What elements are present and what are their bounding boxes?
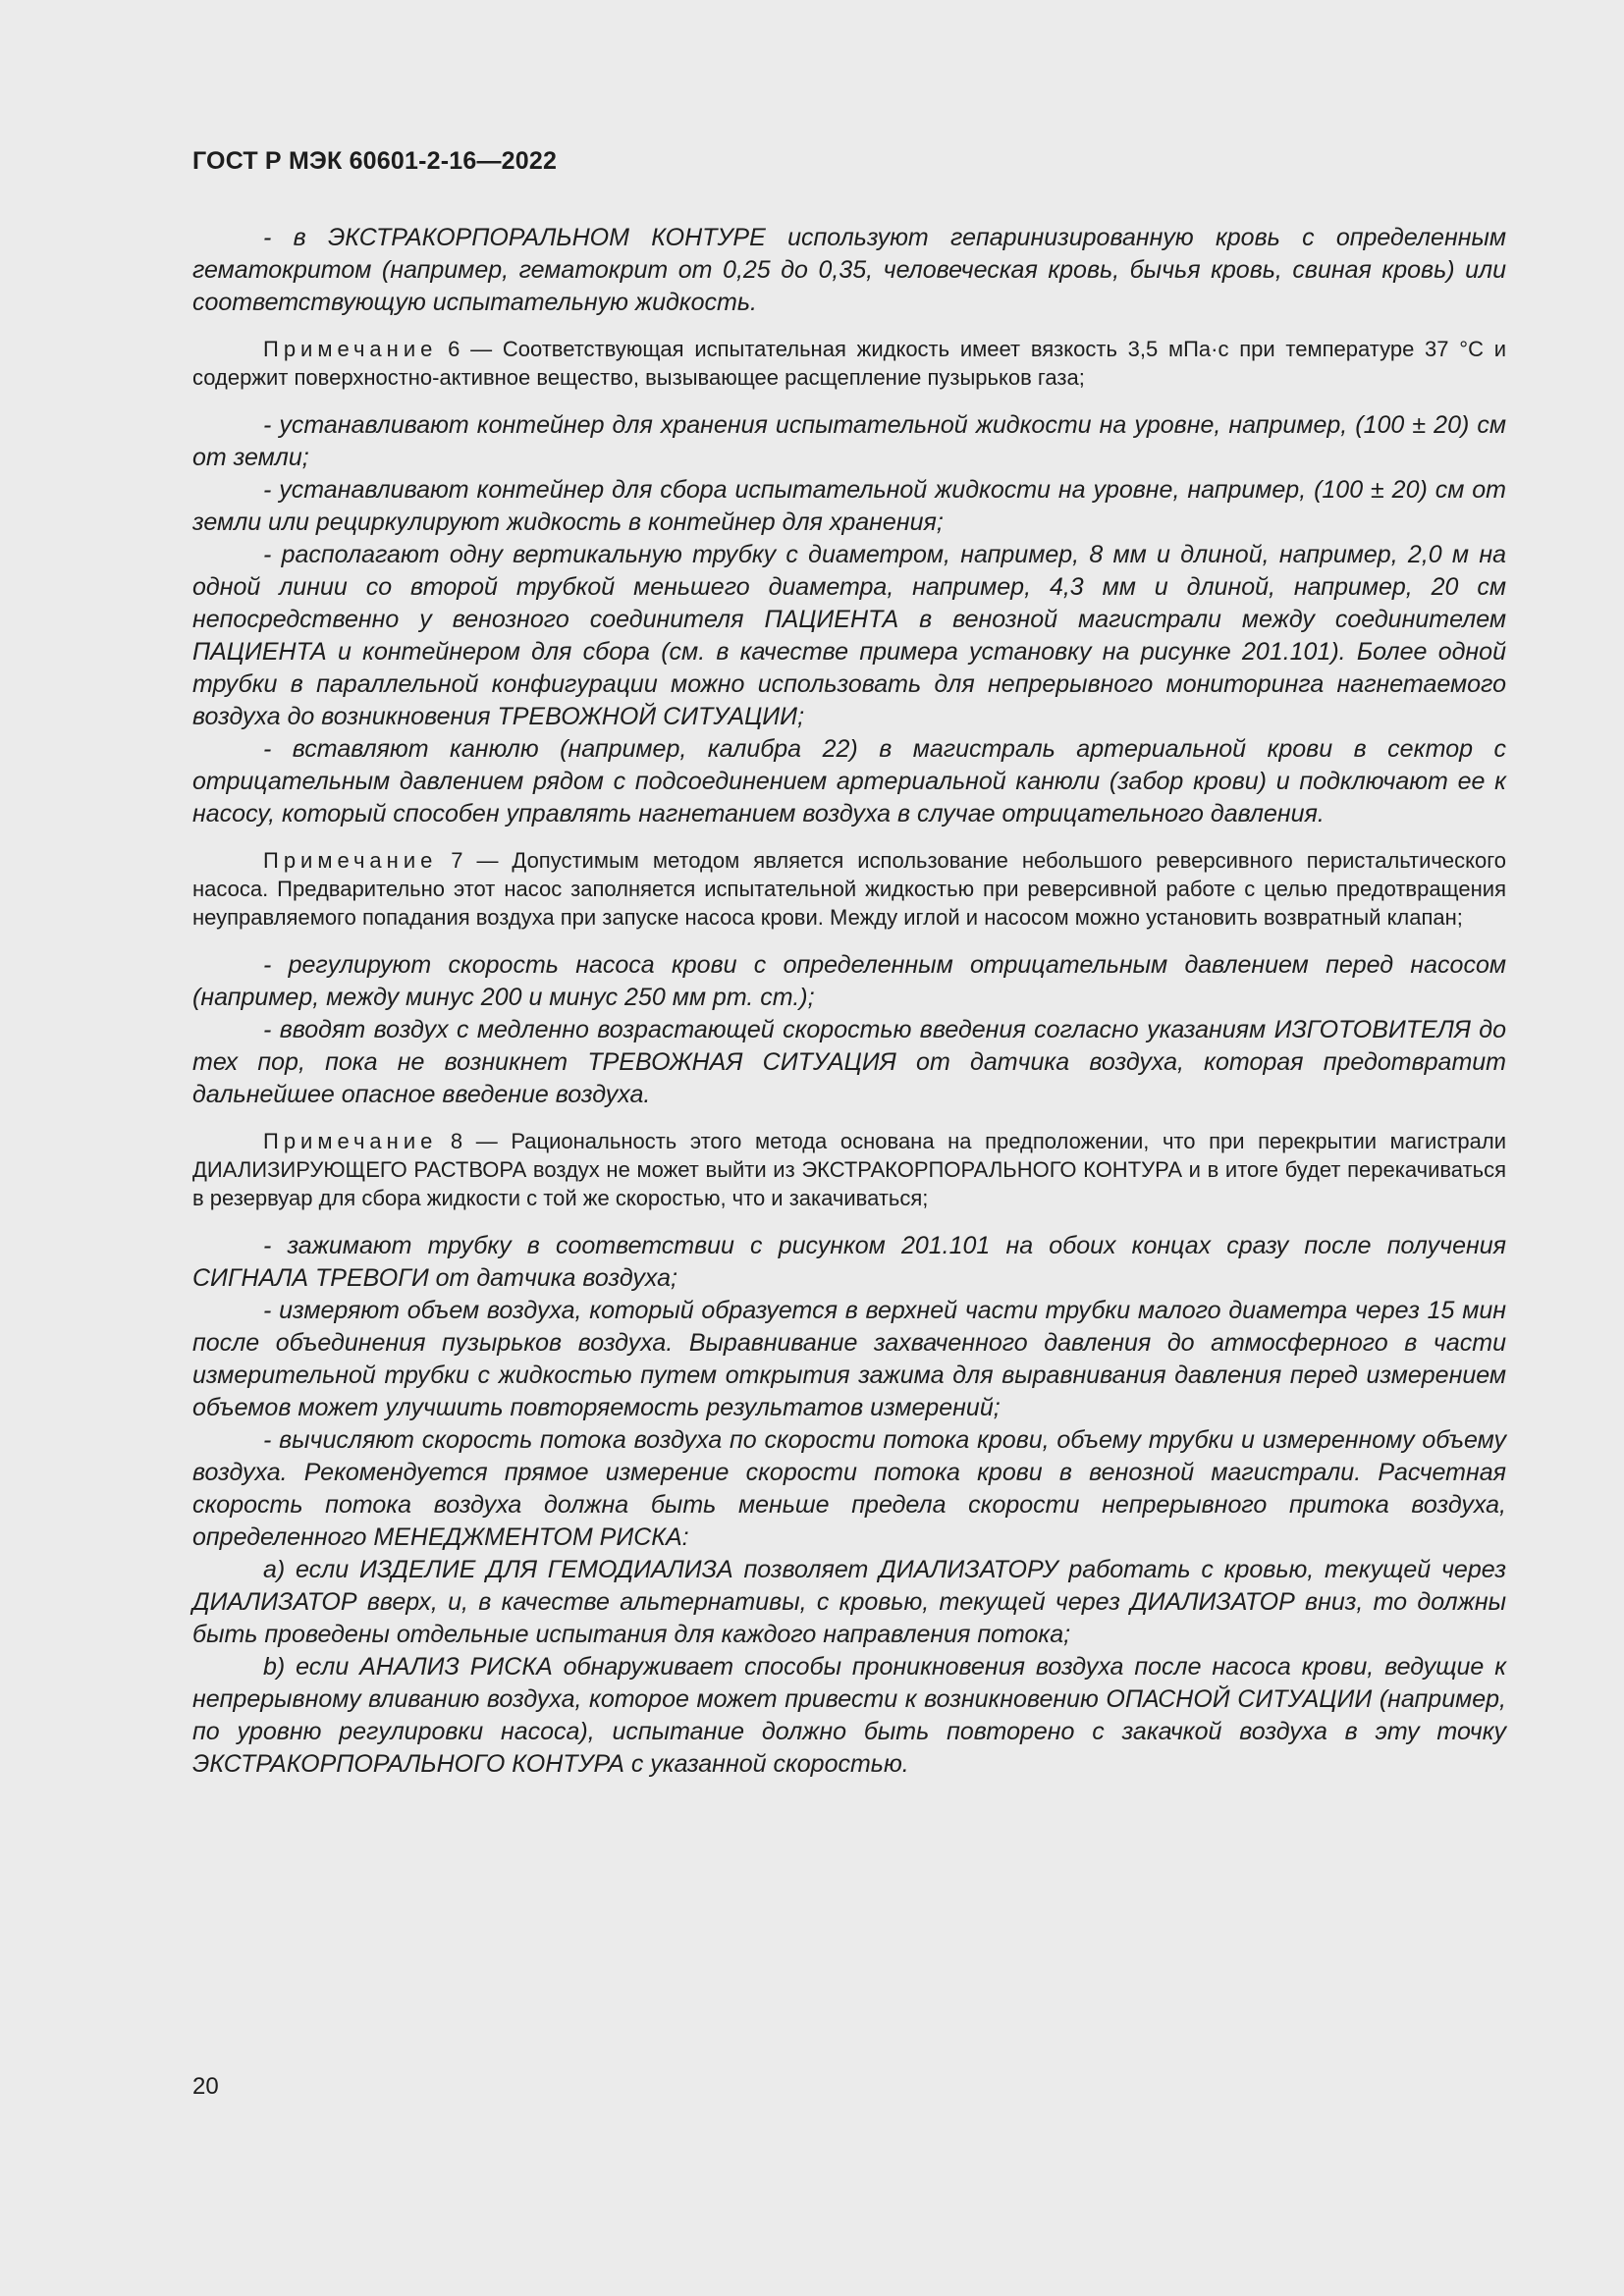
paragraph-clamp-tube: - зажимают трубку в соответствии с рисунком 201.101 на обоих концах сразу после получения СИГНАЛА ТРЕВОГИ от датчика воздуха; (192, 1232, 1506, 1292)
paragraph-pump-speed: - регулируют скорость насоса крови с определенным отрицательным давлением перед насосом (например, между минус 200 и минус 250 мм рт. ст.); (192, 951, 1506, 1011)
note-text: 8 — Рациональность этого метода основана на предположении, что при перекрытии магистрали ДИАЛИЗИРУЮЩЕГО РАСТВОРА воздух не может выйти из ЭКСТРАКОРПОРАЛЬНОГО КОНТУРА и в итоге будет перекачиваться в резервуар для сбора жидкости с той же скоростью, что и закачиваться; (192, 1129, 1506, 1210)
paragraph-calculate-rate: - вычисляют скорость потока воздуха по скорости потока крови, объему трубки и измеренному объему воздуха. Рекомендуется прямое измерение скорости потока крови в венозной магистрали. Расчетная скорость потока воздуха должна быть меньше предела скорости непрерывного притока воздуха, определенного МЕНЕДЖМЕНТОМ РИСКА: (192, 1426, 1506, 1551)
note-label: Примечание (263, 1129, 438, 1153)
paragraph-cannula: - вставляют канюлю (например, калибра 22) в магистраль артериальной крови в сектор с отрицательным давлением рядом с подсоединением артериальной канюли (забор крови) и подключают ее к насосу, который способен управлять нагнетанием воздуха в случае отрицательного давления. (192, 735, 1506, 828)
paragraph-storage-container: - устанавливают контейнер для хранения испытательной жидкости на уровне, например, (100 ± 20) см от земли; (192, 411, 1506, 471)
paragraph-extracorporeal-circuit: - в ЭКСТРАКОРПОРАЛЬНОМ КОНТУРЕ используют гепаринизированную кровь с определенным гематокритом (например, гематокрит от 0,25 до 0,35, человеческая кровь, бычья кровь, свиная кровь) или соответствующую испытательную жидкость. (192, 224, 1506, 316)
document-body (192, 222, 1506, 1781)
note-7 (192, 846, 1506, 932)
note-label: Примечание (263, 337, 438, 361)
note-text: 6 — Соответствующая испытательная жидкость имеет вязкость 3,5 мПа·с при температуре 37 °С и содержит поверхностно-активное вещество, вызывающее расщепление пузырьков газа; (192, 337, 1506, 390)
note-label: Примечание (263, 848, 438, 873)
document-header: ГОСТ Р МЭК 60601-2-16—2022 (192, 147, 558, 175)
note-6 (192, 335, 1506, 392)
paragraph-item-b: b) если АНАЛИЗ РИСКА обнаруживает способы проникновения воздуха после насоса крови, ведущие к непрерывному вливанию воздуха, которое может привести к возникновению ОПАСНОЙ СИТУАЦИИ (например, по уровню регулировки насоса), испытание должно быть повторено с закачкой воздуха в эту точку ЭКСТРАКОРПОРАЛЬНОГО КОНТУРА с указанной скоростью. (192, 1653, 1506, 1778)
paragraph-collection-container: - устанавливают контейнер для сбора испытательной жидкости на уровне, например, (100 ± 20) см от земли или рециркулируют жидкость в контейнер для хранения; (192, 476, 1506, 536)
paragraph-vertical-tube: - располагают одну вертикальную трубку с диаметром, например, 8 мм и длиной, например, 2,0 м на одной линии со второй трубкой меньшего диаметра, например, 4,3 мм и длиной, например, 20 см непосредственно у венозного соединителя ПАЦИЕНТА в венозной магистрали между соединителем ПАЦИЕНТА и контейнером для сбора (см. в качестве примера установку на рисунке 201.101). Более одной трубки в параллельной конфигурации можно использовать для непрерывного мониторинга нагнетаемого воздуха до возникновения ТРЕВОЖНОЙ СИТУАЦИИ; (192, 541, 1506, 730)
page-number: 20 (192, 2073, 219, 2100)
paragraph-item-a: a) если ИЗДЕЛИЕ ДЛЯ ГЕМОДИАЛИЗА позволяет ДИАЛИЗАТОРУ работать с кровью, текущей через ДИАЛИЗАТОР вверх, и, в качестве альтернативы, с кровью, текущей через ДИАЛИЗАТОР вниз, то должны быть проведены отдельные испытания для каждого направления потока; (192, 1556, 1506, 1648)
paragraph-air-injection: - вводят воздух с медленно возрастающей скоростью введения согласно указаниям ИЗГОТОВИТЕЛЯ до тех пор, пока не возникнет ТРЕВОЖНАЯ СИТУАЦИЯ от датчика воздуха, которая предотвратит дальнейшее опасное введение воздуха. (192, 1016, 1506, 1108)
paragraph-measure-volume: - измеряют объем воздуха, который образуется в верхней части трубки малого диаметра через 15 мин после объединения пузырьков воздуха. Выравнивание захваченного давления до атмосферного в части измерительной трубки с жидкостью путем открытия зажима для выравнивания давления перед измерением объемов может улучшить повторяемость результатов измерений; (192, 1297, 1506, 1421)
note-8 (192, 1127, 1506, 1212)
note-text: 7 — Допустимым методом является использование небольшого реверсивного перистальтического насоса. Предварительно этот насос заполняется испытательной жидкостью при реверсивной работе с целью предотвращения неуправляемого попадания воздуха при запуске насоса крови. Между иглой и насосом можно установить возвратный клапан; (192, 848, 1506, 930)
